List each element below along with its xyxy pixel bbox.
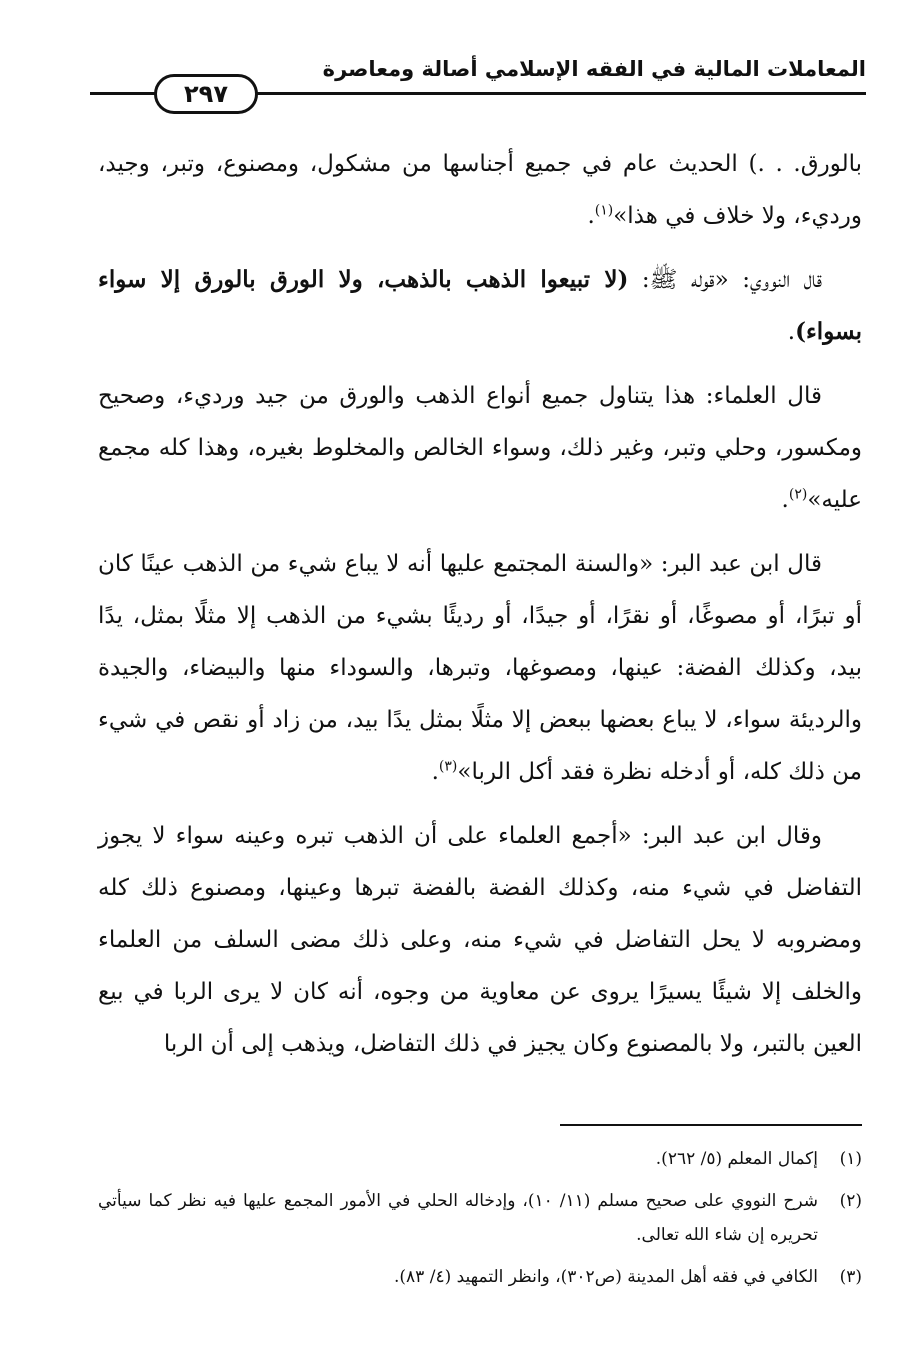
paragraph-4 (98, 538, 862, 798)
footnote-ref-3: (٣) (438, 758, 458, 775)
paragraph-text: بالورق. . .) الحديث عام في جميع أجناسها من مشكول، ومصنوع، وتبر، وجيد، ورديء، ولا خلاف في هذا» (98, 151, 862, 229)
paragraph-tail: . (781, 487, 789, 513)
paragraph-5 (98, 810, 862, 1070)
running-header (90, 40, 866, 110)
footnote-2 (98, 1184, 862, 1252)
paragraph-text: قال العلماء: هذا يتناول جميع أنواع الذهب والورق من جيد ورديء، وصحيح ومكسور، وحلي وتبر، وغير ذلك، وسواء الخالص والمخلوط بغيره، وهذا كله مجمع عليه» (98, 383, 862, 513)
footnote-text: الكافي في فقه أهل المدينة (ص٣٠٢)، وانظر التمهيد (٤/ ٨٣). (393, 1267, 818, 1287)
hadith-quote: (لا تبيعوا الذهب بالذهب، ولا الورق بالورق إلا سواء بسواء) (98, 266, 862, 345)
paragraph-tail: . (787, 319, 796, 345)
footnote-number: (٢) (839, 1191, 862, 1211)
footnote-3 (98, 1260, 862, 1294)
footnote-ref-2: (٢) (788, 486, 808, 503)
paragraph-2 (98, 254, 862, 358)
paragraph-text: وقال ابن عبد البر: «أجمع العلماء على أن الذهب تبره وعينه سواء لا يجوز التفاضل في شيء منه، وكذلك الفضة بالفضة تبرها وعينها، ومصنوع ذلك كله ومضروبه لا يحل التفاضل في شيء منه، وعلى ذلك مضى السلف من العلماء والخلف إلا شيئًا يسيرًا يروى عن معاوية من وجوه، أنه كان لا يرى الربا في بيع العين بالتبر، ولا بالمصنوع وكان يجيز في ذلك التفاضل، ويذهب إلى أن الربا (98, 823, 862, 1057)
paragraph-intro: قال النووي: «قوله ﷺ: (628, 267, 823, 293)
footnote-number: (٣) (839, 1267, 862, 1287)
book-title: المعاملات المالية في الفقه الإسلامي أصالة ومعاصرة (322, 57, 866, 81)
paragraph-tail: . (587, 203, 595, 229)
paragraph-tail: . (431, 759, 439, 785)
page-number: ٢٩٧ (154, 74, 258, 114)
footnote-ref-1: (١) (594, 202, 614, 219)
footnote-text: شرح النووي على صحيح مسلم (١١/ ١٠)، وإدخاله الحلي في الأمور المجمع عليها فيه نظر كما سيأتي تحريره إن شاء الله تعالى. (98, 1191, 819, 1245)
footnote-number: (١) (839, 1149, 862, 1169)
paragraph-1 (98, 138, 862, 242)
footnote-1 (98, 1142, 862, 1176)
footnote-separator (560, 1124, 862, 1126)
footnotes (98, 1142, 862, 1302)
footnote-text: إكمال المعلم (٥/ ٢٦٢). (655, 1149, 818, 1169)
main-text (98, 138, 862, 1082)
paragraph-text: قال ابن عبد البر: «والسنة المجتمع عليها أنه لا يباع شيء من الذهب عينًا كان أو تبرًا، أو مصوغًا، أو نقرًا، أو جيدًا، أو رديئًا بشيء من الذهب إلا مثلًا بمثل، يدًا بيد، وكذلك الفضة: عينها، ومصوغها، وتبرها، والسوداء منها والبيضاء، والجيدة والرديئة سواء، لا يباع بعضها ببعض إلا مثلًا بمثل يدًا بيد، من زاد أو نقص في شيء من ذلك كله، أو أدخله نظرة فقد أكل الربا» (98, 551, 862, 785)
paragraph-3 (98, 370, 862, 526)
